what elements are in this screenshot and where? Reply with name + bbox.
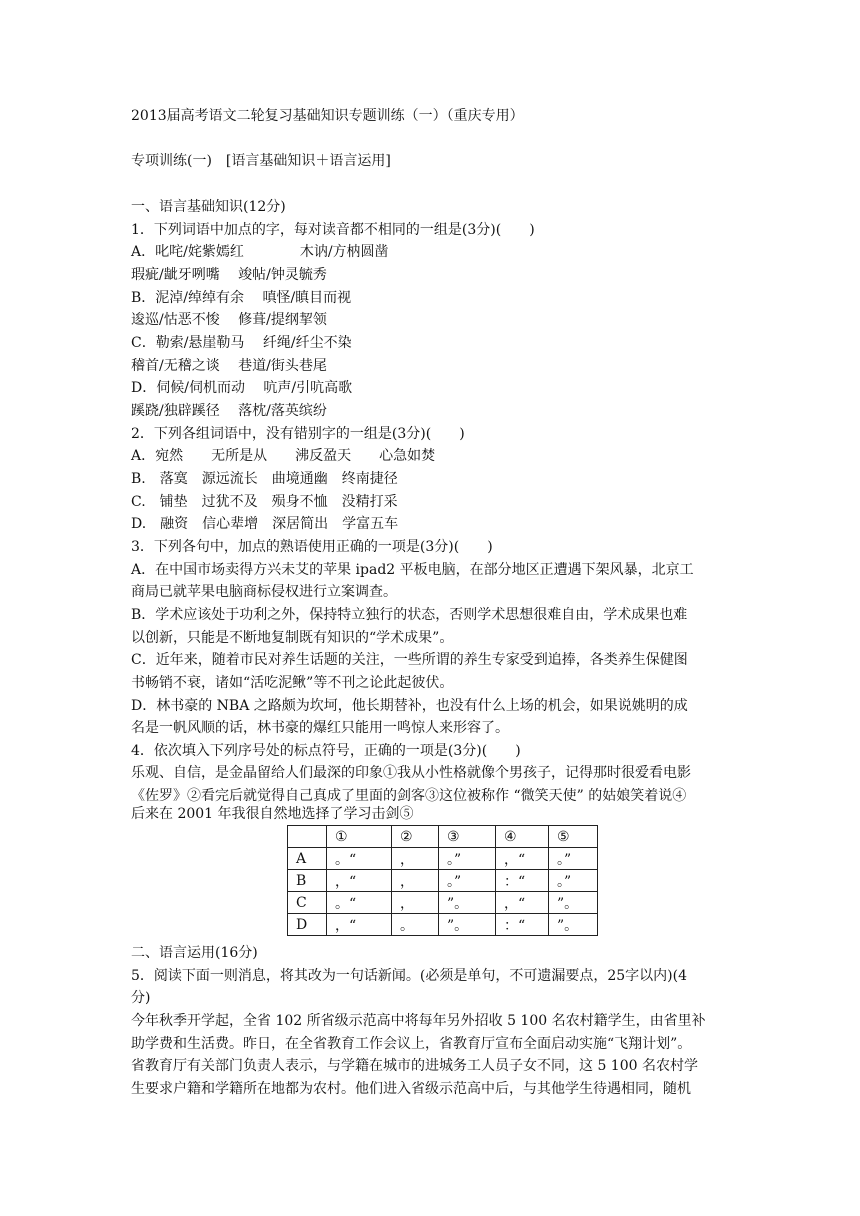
- table-cell: A: [288, 848, 327, 870]
- table-row: [288, 892, 598, 914]
- question-3-line: 商局已就苹果电脑商标侵权进行立案调查。: [131, 584, 397, 600]
- table-cell: ”。: [439, 914, 496, 936]
- question-3-line: C．近年来，随着市民对养生话题的关注，一些所谓的养生专家受到追捧，各类养生保健图: [131, 652, 688, 668]
- table-cell: ，“: [496, 848, 549, 870]
- question-1-line: 蹊跷/独辟蹊径 落枕/落英缤纷: [131, 403, 327, 419]
- question-1-stem: 1．下列词语中加点的字，每对读音都不相同的一组是(3分)( ): [131, 222, 535, 238]
- question-5-stem: 分): [131, 990, 151, 1006]
- table-cell: ，“: [327, 914, 392, 936]
- table-cell: ③: [439, 826, 496, 848]
- question-2-line: A．宛然 无所是从 沸反盈天 心急如焚: [131, 448, 436, 464]
- table-cell: ②: [392, 826, 439, 848]
- question-4-line: 乐观、自信，是金晶留给人们最深的印象①我从小性格就像个男孩子，记得那时很爱看电影: [131, 765, 691, 781]
- table-cell: ④: [496, 826, 549, 848]
- question-1-line: 逡巡/怙恶不悛 修葺/提纲挈领: [131, 312, 327, 328]
- question-3-line: 以创新，只能是不断地复制既有知识的“学术成果”。: [131, 630, 454, 646]
- punctuation-options-table: [287, 825, 598, 936]
- question-1-line: 瑕疵/龇牙咧嘴 竣帖/钟灵毓秀: [131, 267, 327, 283]
- table-cell: ，: [392, 848, 439, 870]
- question-2-line: C. 铺垫 过犹不及 殒身不恤 没精打采: [131, 494, 398, 510]
- question-4-line: 后来在 2001 年我很自然地选择了学习击剑⑤: [131, 806, 414, 822]
- question-5-passage-line: 助学费和生活费。昨日，在全省教育工作会议上，省教育厅宣布全面启动实施“飞翔计划”。: [131, 1036, 692, 1052]
- exercise-subtitle: 专项训练(一) [语言基础知识＋语言运用]: [131, 153, 391, 169]
- table-cell: D: [288, 914, 327, 936]
- table-cell: C: [288, 892, 327, 914]
- table-cell: 。: [392, 914, 439, 936]
- table-cell: ：“: [496, 914, 549, 936]
- table-cell: ”。: [439, 892, 496, 914]
- question-5-passage-line: 省教育厅有关部门负责人表示，与学籍在城市的进城务工人员子女不同，这 5 100 名农村学: [131, 1058, 698, 1074]
- table-row: [288, 870, 598, 892]
- table-cell: 。“: [327, 892, 392, 914]
- table-cell: 。“: [327, 848, 392, 870]
- question-3-line: 书畅销不衰，诸如“活吃泥鳅”等不刊之论此起彼伏。: [131, 675, 454, 691]
- section-heading-2: 二、语言运用(16分): [131, 945, 258, 961]
- table-cell: ，“: [327, 870, 392, 892]
- question-3-line: B．学术应该处于功利之外，保持特立独行的状态，否则学术思想很难自由，学术成果也难: [131, 607, 688, 623]
- table-cell: 。”: [549, 870, 598, 892]
- table-cell: ”。: [549, 914, 598, 936]
- question-2-line: D. 融资 信心辈增 深居简出 学富五车: [131, 516, 399, 532]
- question-4-stem: 4．依次填入下列序号处的标点符号，正确的一项是(3分)( ): [131, 743, 521, 759]
- question-5-passage-line: 今年秋季开学起，全省 102 所省级示范高中将每年另外招收 5 100 名农村籍学生，由省里补: [131, 1013, 706, 1029]
- question-2-line: B. 落寞 源远流长 曲境通幽 终南捷径: [131, 471, 398, 487]
- table-row: [288, 914, 598, 936]
- question-1-line: D．伺候/伺机而动 吭声/引吭高歌: [131, 380, 353, 396]
- question-3-stem: 3．下列各句中，加点的熟语使用正确的一项是(3分)( ): [131, 539, 493, 555]
- question-1-line: B．泥淖/绰绰有余 嗔怪/瞋目而视: [131, 290, 352, 306]
- question-1-line: C．勒索/悬崖勒马 纤绳/纤尘不染: [131, 335, 352, 351]
- section-heading-1: 一、语言基础知识(12分): [131, 199, 286, 215]
- document-title: 2013届高考语文二轮复习基础知识专题训练（一）（重庆专用）: [131, 108, 524, 124]
- table-cell: ”。: [549, 892, 598, 914]
- table-cell: ①: [327, 826, 392, 848]
- question-2-stem: 2．下列各组词语中，没有错别字的一组是(3分)( ): [131, 426, 465, 442]
- table-cell: 。”: [439, 870, 496, 892]
- table-cell: [288, 826, 327, 848]
- table-header-row: [288, 826, 598, 848]
- question-3-line: 名是一帆风顺的话，林书豪的爆红只能用一鸣惊人来形容了。: [131, 720, 509, 736]
- question-5-stem: 5．阅读下面一则消息，将其改为一句话新闻。(必须是单句，不可遗漏要点，25字以内)(4: [131, 968, 688, 984]
- question-1-line: 稽首/无稽之谈 巷道/街头巷尾: [131, 358, 327, 374]
- question-5-passage-line: 生要求户籍和学籍所在地都为农村。他们进入省级示范高中后，与其他学生待遇相同，随机: [131, 1081, 691, 1097]
- question-3-line: A．在中国市场卖得方兴未艾的苹果 ipad2 平板电脑，在部分地区正遭遇下架风暴，北京工: [131, 562, 694, 578]
- table-cell: ，“: [496, 892, 549, 914]
- table-cell: 。”: [549, 848, 598, 870]
- table-cell: ：“: [496, 870, 549, 892]
- question-3-line: D．林书豪的 NBA 之路颇为坎坷，他长期替补，也没有什么上场的机会，如果说姚明的成: [131, 698, 688, 714]
- table-cell: B: [288, 870, 327, 892]
- question-1-line: A．叱咤/姹紫嫣红 木讷/方枘圆凿: [131, 244, 389, 260]
- table-cell: ⑤: [549, 826, 598, 848]
- table-row: [288, 848, 598, 870]
- table-cell: ，: [392, 870, 439, 892]
- table-cell: 。”: [439, 848, 496, 870]
- table-cell: ，: [392, 892, 439, 914]
- question-4-line: 《佐罗》②看完后就觉得自己真成了里面的剑客③这位被称作 “微笑天使” 的姑娘笑着说④: [131, 788, 687, 804]
